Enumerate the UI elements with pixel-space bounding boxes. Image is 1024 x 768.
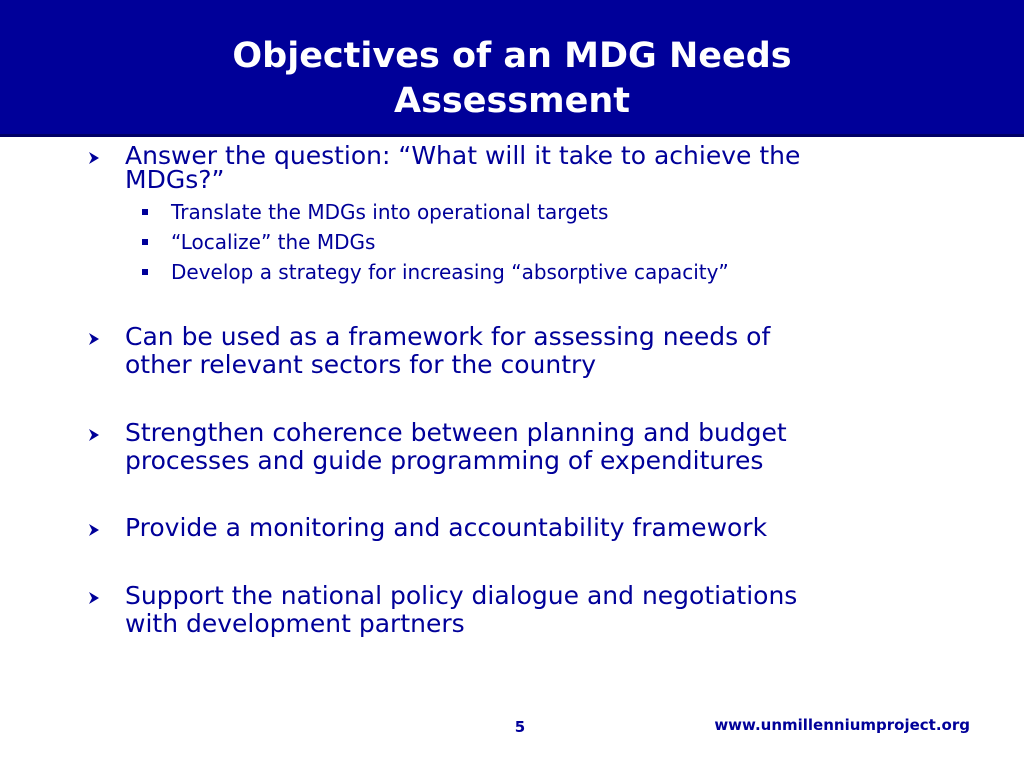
sub-bullet-1: Translate the MDGs into operational targets [171, 200, 609, 224]
arrow-bullet-icon [86, 427, 102, 443]
footer-url: www.unmillenniumproject.org [714, 716, 970, 734]
bullet-2-line-1: Can be used as a framework for assessing needs of [125, 322, 771, 351]
bullet-1-line-2: MDGs?” [125, 165, 225, 194]
arrow-bullet-icon [86, 522, 102, 538]
arrow-bullet-icon [86, 150, 102, 166]
bullet-3-line-1: Strengthen coherence between planning and budget [125, 418, 787, 447]
arrow-bullet-icon [86, 590, 102, 606]
bullet-5-line-2: with development partners [125, 609, 465, 638]
bullet-3-line-2: processes and guide programming of expenditures [125, 446, 764, 475]
arrow-bullet-icon [86, 331, 102, 347]
square-bullet-icon [142, 269, 148, 275]
bullet-1-line-1: Answer the question: “What will it take to achieve the [125, 141, 801, 170]
slide-title-line-2: Assessment [393, 81, 630, 121]
bullet-4-line-1: Provide a monitoring and accountability framework [125, 513, 768, 542]
bullet-2-line-2: other relevant sectors for the country [125, 350, 597, 379]
sub-bullet-2: “Localize” the MDGs [171, 230, 376, 254]
title-bar [0, 0, 1024, 134]
page-number: 5 [514, 718, 526, 736]
square-bullet-icon [142, 209, 148, 215]
slide-title-line-1: Objectives of an MDG Needs [232, 36, 792, 76]
square-bullet-icon [142, 239, 148, 245]
bullet-5-line-1: Support the national policy dialogue and negotiations [125, 581, 798, 610]
title-divider [0, 134, 1024, 137]
sub-bullet-3: Develop a strategy for increasing “absorptive capacity” [171, 260, 729, 284]
